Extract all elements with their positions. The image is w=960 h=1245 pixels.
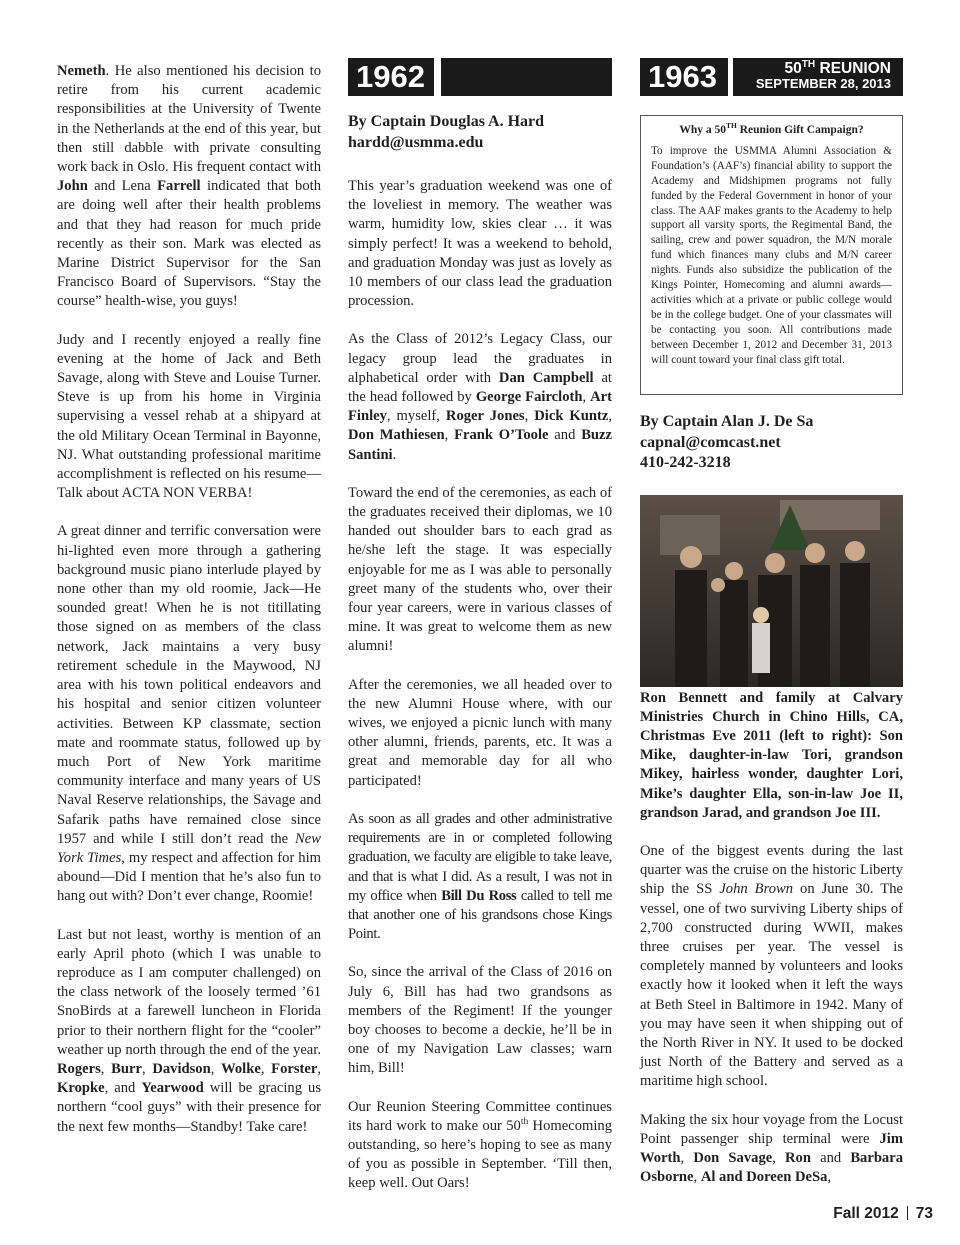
column-2 <box>348 112 612 1213</box>
paragraph: As soon as all grades and other administrative requirements are in or completed following graduation, we faculty are eligible to take leave, and that is what I did. As a result, I was not in my office when Bill Du Ross called to tell me that another one of his grandsons chose Kings Point. <box>348 810 612 943</box>
author-name: By Captain Douglas A. Hard <box>348 113 545 130</box>
header-bar <box>441 58 612 96</box>
footer-divider <box>907 1206 908 1220</box>
byline-1962 <box>348 112 612 153</box>
gift-campaign-title: Why a 50TH Reunion Gift Campaign? <box>679 121 864 136</box>
page-number: 73 <box>915 1205 933 1222</box>
author-email: capnal@comcast.net <box>640 433 781 451</box>
paragraph: Our Reunion Steering Committee continues its hard work to make our 50th Homecoming outstanding, so here’s hoping to see as many of you as possible in September. ‘Till then, keep well. Out Oars! <box>348 1098 612 1192</box>
author-phone: 410-242-3218 <box>640 454 731 471</box>
class-1962-header <box>348 58 612 96</box>
paragraph: Last but not least, worthy is mention of an early April photo (which I was unable to reproduce as I am computer challenged) on the class network of the loosely termed ’61 SnoBirds at a farewell luncheon in Florida prior to their northern flight for the “cooler” weather up north through the end of the year. Rogers, Burr, Davidson, Wolke, Forster, Kropke, and Yearwood will be gracing us northern “cool guys” with their presence for the next few months—Standby! Take care! <box>57 926 322 1135</box>
paragraph: So, since the arrival of the Class of 2016 on July 6, Bill has had two grandsons as members of the Regiment! If the younger boy chooses to become a deckie, he’ll be in one of my Navigation Law classes; warn him, Bill! <box>348 964 612 1077</box>
author-name: By Captain Alan J. De Sa <box>640 413 814 430</box>
paragraph: Making the six hour voyage from the Locust Point passenger ship terminal were Jim Worth, Don Savage, Ron and Barbara Osborne, Al and Doreen DeSa, <box>640 1111 904 1186</box>
paragraph: A great dinner and terrific conversation were hi-lighted even more through a gathering background music piano interlude played by none other than my old roomie, Jack—He sounded great! When he is not titillating those signed on as members of the class network, Jack maintains a very busy retirement schedule in the Maywood, NJ area with his town political endeavors and his hospital and senior citizen volunteer activities. Between KP classmate, section mate and roommate status, followed up by much Port of New York maritime community interface and many years of US Naval Reserve relationships, the Savage and Safarik paths have remained close since 1957 and while I still don’t read the New York Times, my respect and affection for him abound—Did I mention that he’s also fun to hang out with? Don’t ever change, Roomie! <box>57 523 321 905</box>
reunion-date: SEPTEMBER 28, 2013 <box>755 76 891 91</box>
reunion-banner <box>733 58 903 96</box>
family-photo-image <box>640 495 903 687</box>
class-1963-header <box>640 58 903 96</box>
paragraph: Toward the end of the ceremonies, as each of the graduates received their diplomas, we 10 handed out shoulder bars to each grad as he/she left the stage. It was especially enjoyable for me as I was able to personally greet many of the students who, over their four year careers, were in various classes of mine. It was great to welcome them as new alumni! <box>348 484 612 655</box>
paragraph: As the Class of 2012’s Legacy Class, our legacy group lead the graduates in alphabetical order with Dan Campbell at the head followed by George Faircloth, Art Finley, myself, Roger Jones, Dick Kuntz, Don Mathiesen, Frank O’Toole and Buzz Santini. <box>348 331 613 463</box>
paragraph: This year’s graduation weekend was one of the loveliest in memory. The weather was warm, humidity low, skies clear … it was simply perfect! It was a weekend to behold, and graduation Monday was just as lovely as 10 members of our class lead the graduation procession. <box>348 178 612 310</box>
page-footer <box>833 1205 933 1223</box>
gift-campaign-box <box>640 115 903 395</box>
class-year-1962: 1962 <box>348 58 434 96</box>
paragraph: Nemeth. He also mentioned his decision to retire from his current academic responsibilities at the University of Twente in the Netherlands at the end of this year, but then still dabble with private consulting work back in Oslo. His frequent contact with John and Lena Farrell indicated that both are doing well after their health problems and that they had reason for much pride recently as their son. Mark was elected as Marine District Supervisor for the San Francisco Board of Supervisors. “Stay the course” health-wise, you guys! <box>57 63 321 310</box>
reunion-title: 50TH REUNION <box>784 58 891 77</box>
issue-label: Fall 2012 <box>833 1205 899 1222</box>
gift-campaign-body: To improve the USMMA Alumni Association & Foundation’s (AAF’s) financial ability to support the Academy and Midshipmen programs not fully funded by the Federal Government in honor of your class. The AAF makes grants to the Academy to help support all varsity sports, the Regimental Band, the sailing, crew and power squadron, the M/N morale fund which finances many clubs and M/N career nights. Funds also subsidize the publication of the Kings Pointer, Homecoming and alumni awards—activities which at a private or public college would be in the college budget. One of your classmates will be contacting you soon. All contributions made between December 1, 2012 and December 31, 2013 will count toward your final class gift total. <box>651 144 892 366</box>
paragraph: One of the biggest events during the last quarter was the cruise on the historic Liberty ship the SS John Brown on June 30. The vessel, one of two surviving Liberty ships of 2,700 constructed during WWII, makes three cruises per year. The vessel is completely manned by volunteers and looks exactly how it looked when it left the ways at Beth Steel in Baltimore in 1942. Many of you may have seen it when shipping out of the North River in NY. It used to be docked just North of the Battery and served as a maritime high school. <box>640 842 903 1090</box>
photo-caption: Ron Bennett and family at Calvary Ministries Church in Chino Hills, CA, Christmas Eve 2011 (left to right): Son Mike, daughter-in-law Tori, grandson Mikey, hairless wonder, daughter Lori, Mike’s daughter Ella, son-in-law Joe II, grandson Jarad, and grandson Joe III. <box>640 689 903 821</box>
family-photo <box>640 495 903 687</box>
author-email: hardd@usmma.edu <box>348 133 484 151</box>
paragraph: Judy and I recently enjoyed a really fine evening at the home of Jack and Beth Savage, along with Steve and Louise Turner. Steve is up from his home in Virginia supervising a vessel rehab at a shipyard at the old Military Ocean Terminal in Bayonne, NJ. What outstanding professional maritime accomplishment is reflected on his resume—Talk about ACTA NON VERBA! <box>57 331 321 502</box>
class-year-1963: 1963 <box>640 58 728 96</box>
column-1 <box>57 62 321 1156</box>
paragraph: After the ceremonies, we all headed over to the new Alumni House where, with our wives, we enjoyed a picnic lunch with many other alumni, friends, parents, etc. It was a great and memorable day for all who participated! <box>348 676 612 789</box>
byline-1963 <box>640 412 903 474</box>
